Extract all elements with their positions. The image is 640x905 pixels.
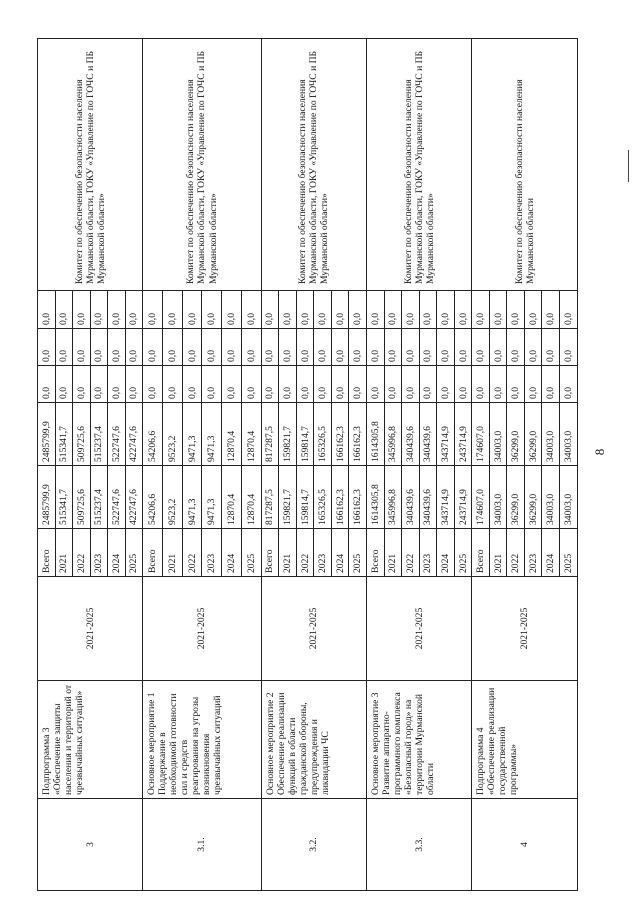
value-cell: 0,0 xyxy=(419,291,437,329)
row-number: 3.1. xyxy=(143,799,261,891)
value-cell: 34003,0 xyxy=(542,466,560,529)
value-cell: 12870,4 xyxy=(241,403,261,466)
year-cell: 2022 xyxy=(182,529,202,577)
value-cell: 0,0 xyxy=(367,291,385,329)
value-cell: 0,0 xyxy=(55,291,73,329)
value-cell: 0,0 xyxy=(143,291,163,329)
executor-cell: Комитет по обеспечению безопасности населения Мурманской области xyxy=(472,39,578,291)
value-cell: 0,0 xyxy=(349,291,367,329)
value-cell: 345996,8 xyxy=(384,466,402,529)
value-cell: 0,0 xyxy=(55,329,73,366)
value-cell: 243714,9 xyxy=(454,466,472,529)
year-cell: 2022 xyxy=(402,529,420,577)
year-cell: 2024 xyxy=(331,529,349,577)
year-cell: Всего xyxy=(261,529,279,577)
value-cell: 0,0 xyxy=(125,329,143,366)
value-cell: 0,0 xyxy=(202,329,222,366)
value-cell: 9471,3 xyxy=(182,403,202,466)
year-cell: 2024 xyxy=(108,529,126,577)
value-cell: 0,0 xyxy=(73,291,91,329)
value-cell: 0,0 xyxy=(472,366,490,403)
value-cell: 0,0 xyxy=(437,329,455,366)
value-cell: 36299,0 xyxy=(507,403,525,466)
value-cell: 159814,7 xyxy=(296,403,314,466)
value-cell: 12870,4 xyxy=(241,466,261,529)
value-cell: 0,0 xyxy=(507,329,525,366)
value-cell: 0,0 xyxy=(90,291,108,329)
value-cell: 0,0 xyxy=(560,291,578,329)
value-cell: 0,0 xyxy=(279,291,297,329)
value-cell: 0,0 xyxy=(489,366,507,403)
value-cell: 0,0 xyxy=(507,366,525,403)
year-cell: 2024 xyxy=(222,529,242,577)
value-cell: 0,0 xyxy=(437,291,455,329)
year-cell: 2022 xyxy=(73,529,91,577)
table-body xyxy=(38,39,578,891)
value-cell: 0,0 xyxy=(279,366,297,403)
value-cell: 509725,6 xyxy=(73,403,91,466)
table-row xyxy=(472,39,490,891)
value-cell: 343714,9 xyxy=(437,466,455,529)
value-cell: 340439,6 xyxy=(402,466,420,529)
value-cell: 0,0 xyxy=(331,291,349,329)
table-row xyxy=(143,39,163,891)
value-cell: 0,0 xyxy=(261,291,279,329)
value-cell: 0,0 xyxy=(296,366,314,403)
value-cell: 0,0 xyxy=(489,329,507,366)
value-cell: 0,0 xyxy=(163,366,183,403)
value-cell: 0,0 xyxy=(367,329,385,366)
value-cell: 515341,7 xyxy=(55,403,73,466)
value-cell: 0,0 xyxy=(384,366,402,403)
value-cell: 522747,6 xyxy=(108,403,126,466)
value-cell: 515237,4 xyxy=(90,466,108,529)
value-cell: 817287,5 xyxy=(261,403,279,466)
value-cell: 0,0 xyxy=(222,329,242,366)
year-cell: Всего xyxy=(472,529,490,577)
value-cell: 509725,6 xyxy=(73,466,91,529)
value-cell: 0,0 xyxy=(143,366,163,403)
year-cell: 2023 xyxy=(314,529,332,577)
value-cell: 0,0 xyxy=(222,291,242,329)
row-period: 2021-2025 xyxy=(143,577,261,681)
value-cell: 0,0 xyxy=(524,329,542,366)
value-cell: 0,0 xyxy=(524,366,542,403)
value-cell: 0,0 xyxy=(349,329,367,366)
year-cell: 2025 xyxy=(560,529,578,577)
value-cell: 0,0 xyxy=(55,366,73,403)
value-cell: 0,0 xyxy=(296,291,314,329)
year-cell: Всего xyxy=(367,529,385,577)
value-cell: 0,0 xyxy=(296,329,314,366)
value-cell: 0,0 xyxy=(542,291,560,329)
value-cell: 0,0 xyxy=(437,366,455,403)
value-cell: 174607,0 xyxy=(472,403,490,466)
row-period: 2021-2025 xyxy=(472,577,578,681)
value-cell: 159821,7 xyxy=(279,466,297,529)
value-cell: 9471,3 xyxy=(202,466,222,529)
value-cell: 0,0 xyxy=(524,291,542,329)
value-cell: 0,0 xyxy=(241,291,261,329)
year-cell: 2021 xyxy=(163,529,183,577)
value-cell: 0,0 xyxy=(38,329,56,366)
value-cell: 0,0 xyxy=(38,366,56,403)
value-cell: 515237,4 xyxy=(90,403,108,466)
value-cell: 0,0 xyxy=(454,291,472,329)
value-cell: 0,0 xyxy=(73,329,91,366)
value-cell: 2485799,9 xyxy=(38,403,56,466)
value-cell: 0,0 xyxy=(261,329,279,366)
value-cell: 243714,9 xyxy=(454,403,472,466)
row-name: Основное мероприятие 1 Поддержание в необходимой готовности сил и средств реагирования на угрозы возникновения чрезвычайных ситуаций xyxy=(143,681,261,799)
year-cell: 2025 xyxy=(454,529,472,577)
executor-cell: Комитет по обеспечению безопасности населения Мурманской области, ГОКУ «Управление по ГОЧС и ПБ Мурманской области» xyxy=(38,39,143,291)
value-cell: 0,0 xyxy=(202,291,222,329)
value-cell: 159821,7 xyxy=(279,403,297,466)
value-cell: 340439,6 xyxy=(402,403,420,466)
value-cell: 817287,5 xyxy=(261,466,279,529)
value-cell: 9471,3 xyxy=(182,466,202,529)
value-cell: 422747,6 xyxy=(125,466,143,529)
budget-table xyxy=(37,38,578,891)
year-cell: 2025 xyxy=(349,529,367,577)
value-cell: 0,0 xyxy=(222,366,242,403)
value-cell: 0,0 xyxy=(182,366,202,403)
year-cell: 2021 xyxy=(279,529,297,577)
value-cell: 340439,6 xyxy=(419,403,437,466)
value-cell: 0,0 xyxy=(163,329,183,366)
value-cell: 0,0 xyxy=(261,366,279,403)
value-cell: 522747,6 xyxy=(108,466,126,529)
value-cell: 0,0 xyxy=(419,366,437,403)
value-cell: 1614305,8 xyxy=(367,466,385,529)
value-cell: 0,0 xyxy=(349,366,367,403)
executor-cell: Комитет по обеспечению безопасности населения Мурманской области, ГОКУ «Управление по ГОЧС и ПБ Мурманской области» xyxy=(143,39,261,291)
value-cell: 0,0 xyxy=(384,329,402,366)
value-cell: 0,0 xyxy=(472,291,490,329)
value-cell: 0,0 xyxy=(143,329,163,366)
value-cell: 515341,7 xyxy=(55,466,73,529)
value-cell: 2485799,9 xyxy=(38,466,56,529)
value-cell: 0,0 xyxy=(163,291,183,329)
value-cell: 0,0 xyxy=(314,291,332,329)
value-cell: 36299,0 xyxy=(524,466,542,529)
year-cell: 2022 xyxy=(507,529,525,577)
value-cell: 0,0 xyxy=(125,291,143,329)
value-cell: 0,0 xyxy=(182,291,202,329)
value-cell: 34003,0 xyxy=(560,403,578,466)
value-cell: 12870,4 xyxy=(222,466,242,529)
value-cell: 34003,0 xyxy=(489,466,507,529)
value-cell: 0,0 xyxy=(314,329,332,366)
row-number: 3.2. xyxy=(261,799,366,891)
row-number: 3.3. xyxy=(367,799,472,891)
value-cell: 343714,9 xyxy=(437,403,455,466)
page-number: 8 xyxy=(592,448,607,456)
value-cell: 0,0 xyxy=(472,329,490,366)
value-cell: 0,0 xyxy=(454,366,472,403)
row-period: 2021-2025 xyxy=(261,577,366,681)
value-cell: 0,0 xyxy=(331,329,349,366)
year-cell: 2023 xyxy=(202,529,222,577)
row-name: Основное мероприятие 2 Обеспечение реализации функций в области гражданской обороны, предупреждения и ликвидации ЧС xyxy=(261,681,366,799)
value-cell: 159814,7 xyxy=(296,466,314,529)
row-number: 4 xyxy=(472,799,578,891)
value-cell: 0,0 xyxy=(182,329,202,366)
row-period: 2021-2025 xyxy=(367,577,472,681)
value-cell: 34003,0 xyxy=(560,466,578,529)
value-cell: 34003,0 xyxy=(489,403,507,466)
value-cell: 54206,6 xyxy=(143,466,163,529)
row-period: 2021-2025 xyxy=(38,577,143,681)
value-cell: 0,0 xyxy=(367,366,385,403)
value-cell: 36299,0 xyxy=(524,403,542,466)
value-cell: 9523,2 xyxy=(163,403,183,466)
value-cell: 54206,6 xyxy=(143,403,163,466)
table-row xyxy=(38,39,56,891)
value-cell: 0,0 xyxy=(73,366,91,403)
value-cell: 174607,0 xyxy=(472,466,490,529)
value-cell: 0,0 xyxy=(489,291,507,329)
value-cell: 166162,3 xyxy=(331,403,349,466)
value-cell: 166162,3 xyxy=(331,466,349,529)
value-cell: 12870,4 xyxy=(222,403,242,466)
value-cell: 0,0 xyxy=(402,366,420,403)
year-cell: 2022 xyxy=(296,529,314,577)
value-cell: 0,0 xyxy=(108,291,126,329)
row-number: 3 xyxy=(38,799,143,891)
year-cell: 2021 xyxy=(55,529,73,577)
year-cell: 2023 xyxy=(419,529,437,577)
year-cell: 2021 xyxy=(489,529,507,577)
value-cell: 0,0 xyxy=(560,329,578,366)
value-cell: 0,0 xyxy=(402,291,420,329)
table-row xyxy=(261,39,279,891)
value-cell: 0,0 xyxy=(38,291,56,329)
value-cell: 0,0 xyxy=(542,329,560,366)
executor-cell: Комитет по обеспечению безопасности населения Мурманской области, ГОКУ «Управление по ГОЧС и ПБ Мурманской области» xyxy=(367,39,472,291)
value-cell: 345996,8 xyxy=(384,403,402,466)
value-cell: 0,0 xyxy=(241,329,261,366)
value-cell: 0,0 xyxy=(419,329,437,366)
value-cell: 0,0 xyxy=(454,329,472,366)
value-cell: 166162,3 xyxy=(349,466,367,529)
value-cell: 9523,2 xyxy=(163,466,183,529)
value-cell: 34003,0 xyxy=(542,403,560,466)
value-cell: 0,0 xyxy=(241,366,261,403)
year-cell: 2023 xyxy=(90,529,108,577)
value-cell: 0,0 xyxy=(314,366,332,403)
value-cell: 0,0 xyxy=(279,329,297,366)
value-cell: 0,0 xyxy=(125,366,143,403)
year-cell: 2021 xyxy=(384,529,402,577)
value-cell: 0,0 xyxy=(542,366,560,403)
value-cell: 0,0 xyxy=(90,329,108,366)
value-cell: 0,0 xyxy=(560,366,578,403)
value-cell: 0,0 xyxy=(402,329,420,366)
executor-cell: Комитет по обеспечению безопасности населения Мурманской области, ГОКУ «Управление по ГОЧС и ПБ Мурманской области» xyxy=(261,39,366,291)
value-cell: 422747,6 xyxy=(125,403,143,466)
table-row xyxy=(367,39,385,891)
value-cell: 0,0 xyxy=(90,366,108,403)
value-cell: 0,0 xyxy=(108,329,126,366)
year-cell: 2023 xyxy=(524,529,542,577)
year-cell: Всего xyxy=(143,529,163,577)
value-cell: 9471,3 xyxy=(202,403,222,466)
value-cell: 166162,3 xyxy=(349,403,367,466)
value-cell: 0,0 xyxy=(507,291,525,329)
year-cell: Всего xyxy=(38,529,56,577)
value-cell: 36299,0 xyxy=(507,466,525,529)
value-cell: 340439,6 xyxy=(419,466,437,529)
value-cell: 165326,5 xyxy=(314,403,332,466)
year-cell: 2025 xyxy=(125,529,143,577)
value-cell: 0,0 xyxy=(331,366,349,403)
year-cell: 2024 xyxy=(542,529,560,577)
value-cell: 1614305,8 xyxy=(367,403,385,466)
value-cell: 0,0 xyxy=(108,366,126,403)
value-cell: 165326,5 xyxy=(314,466,332,529)
row-name: Основное мероприятие 3 Развитие аппаратно-программного комплекса «Безопасный город» на территории Мурманской области xyxy=(367,681,472,799)
year-cell: 2025 xyxy=(241,529,261,577)
value-cell: 0,0 xyxy=(202,366,222,403)
value-cell: 0,0 xyxy=(384,291,402,329)
row-name: Подпрограмма 3 «Обеспечение защиты населения и территорий от чрезвычайных ситуаций» xyxy=(38,681,143,799)
row-name: Подпрограмма 4 «Обеспечение реализации государственной программы» xyxy=(472,681,578,799)
year-cell: 2024 xyxy=(437,529,455,577)
